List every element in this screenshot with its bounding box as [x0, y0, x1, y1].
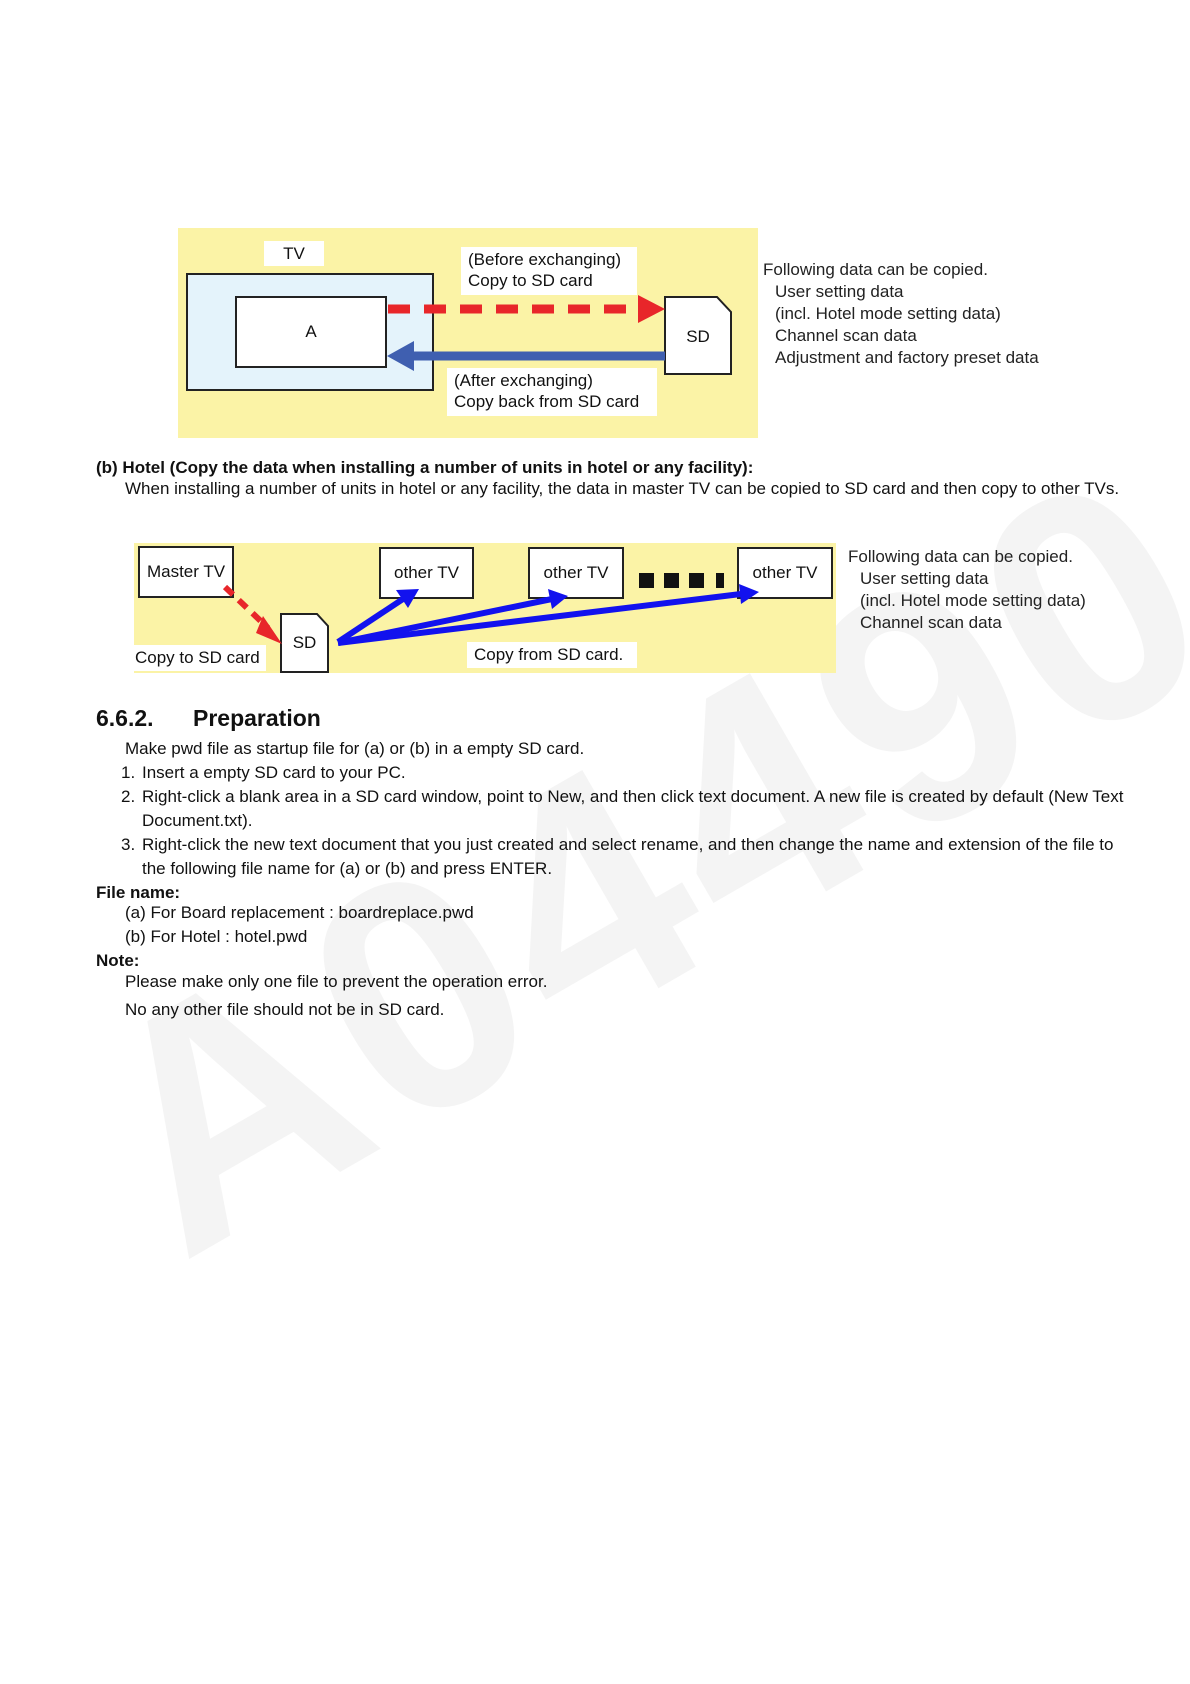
diagram-b-info	[848, 546, 1178, 634]
step-3-text: Right-click the new text document that you just created and select rename, and then change the name and extension of the file to the following file name for (a) or (b) and press ENTER.	[142, 835, 1114, 878]
other-tv-box-3: other TV	[737, 547, 833, 599]
continuation-dot	[639, 573, 654, 588]
step-2-number: 2.	[121, 787, 136, 806]
diagram-b-info-item: (incl. Hotel mode setting data)	[860, 591, 1086, 610]
sd-card-a-label: SD	[686, 327, 710, 346]
after-exchanging-line2: Copy back from SD card	[454, 392, 640, 411]
continuation-dot	[689, 573, 704, 588]
copy-to-sd-label: Copy to SD card	[131, 645, 266, 671]
continuation-dot	[664, 573, 679, 588]
diagram-a-info-item: (incl. Hotel mode setting data)	[775, 304, 1001, 323]
step-3-number: 3.	[121, 835, 136, 854]
other-tv-box-2: other TV	[528, 547, 624, 599]
diagram-a-info-title: Following data can be copied.	[763, 260, 988, 279]
diagram-a-info-item: User setting data	[775, 282, 904, 301]
file-name-b: (b) For Hotel : hotel.pwd	[125, 927, 308, 946]
before-exchanging-line1: (Before exchanging)	[468, 250, 622, 269]
board-a: A	[235, 296, 387, 368]
step-2-text: Right-click a blank area in a SD card window, point to New, and then click text document. A new file is created by default (New Text Document.txt).	[142, 787, 1124, 830]
section-b-heading: (b) Hotel (Copy the data when installing a number of units in hotel or any facility):	[96, 458, 754, 477]
sd-to-other-tv-3-arrowhead	[739, 584, 759, 604]
sd-to-other-tv-2-arrowhead	[548, 589, 568, 609]
file-name-heading: File name:	[96, 883, 181, 902]
copy-from-sd-label: Copy from SD card.	[467, 642, 637, 668]
diagram-b-info-item: User setting data	[860, 569, 989, 588]
tv-label: TV	[264, 241, 324, 266]
preparation-intro: Make pwd file as startup file for (a) or (b) in a empty SD card.	[125, 739, 585, 758]
section-number: 6.6.2.	[96, 705, 154, 731]
other-tv-box-1: other TV	[379, 547, 474, 599]
after-exchanging-line1: (After exchanging)	[454, 371, 593, 390]
section-b-body: When installing a number of units in hotel or any facility, the data in master TV can be copied to SD card and then copy to other TVs.	[125, 479, 1120, 498]
diagram-a-info-item: Channel scan data	[775, 326, 917, 345]
note-2: No any other file should not be in SD card.	[125, 1000, 445, 1019]
sd-card-b-label: SD	[292, 633, 317, 652]
file-name-a: (a) For Board replacement : boardreplace.pwd	[125, 903, 474, 922]
step-1-text: Insert a empty SD card to your PC.	[142, 763, 406, 782]
note-heading: Note:	[96, 951, 140, 970]
diagram-b-info-title: Following data can be copied.	[848, 547, 1073, 566]
step-1-number: 1.	[121, 763, 136, 782]
section-title: Preparation	[193, 705, 321, 731]
before-exchanging-line2: Copy to SD card	[468, 271, 593, 290]
master-tv-box: Master TV	[138, 546, 234, 598]
diagram-b-info-item: Channel scan data	[860, 613, 1002, 632]
diagram-a-info-item: Adjustment and factory preset data	[775, 348, 1039, 367]
note-1: Please make only one file to prevent the operation error.	[125, 972, 548, 991]
continuation-dot	[716, 573, 724, 588]
